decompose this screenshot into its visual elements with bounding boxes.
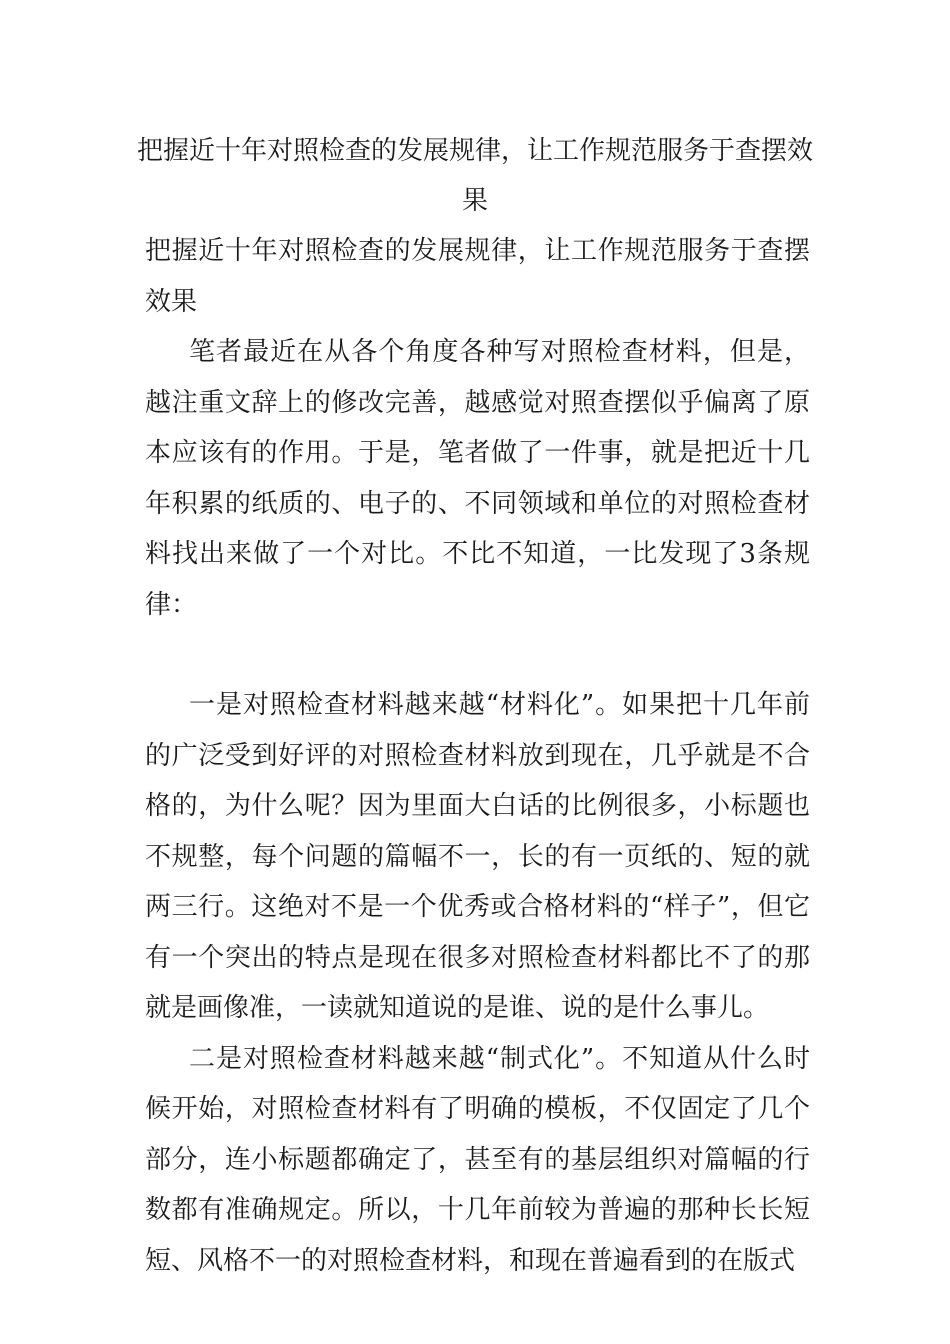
paragraph-rule-one: 一是对照检查材料越来越“材料化”。如果把十几年前的广泛受到好评的对照检查材料放到现在，几乎就是不合格的，为什么呢？因为里面大白话的比例很多，小标题也不规整，每个问题的篇幅不一，长的有一页纸的、短的就两三行。这绝对不是一个优秀或合格材料的“样子”，但它有一个突出的特点是现在很多对照检查材料都比不了的那就是画像准，一读就知道说的是谁、说的是什么事儿。 <box>145 690 810 1023</box>
document-subtitle: 把握近十年对照检查的发展规律，让工作规范服务于查摆效果 <box>145 236 810 317</box>
document-body <box>145 226 810 1286</box>
document-title: 把握近十年对照检查的发展规律，让工作规范服务于查摆效果 <box>136 136 813 216</box>
paragraph-intro: 笔者最近在从各个角度各种写对照检查材料，但是，越注重文辞上的修改完善，越感觉对照查摆似乎偏离了原本应该有的作用。于是，笔者做了一件事，就是把近十几年积累的纸质的、电子的、不同领域和单位的对照检查材料找出来做了一个对比。不比不知道，一比发现了3条规律： <box>145 337 810 620</box>
paragraph-rule-two: 二是对照检查材料越来越“制式化”。不知道从什么时候开始，对照检查材料有了明确的模板，不仅固定了几个部分，连小标题都确定了，甚至有的基层组织对篇幅的行数都有准确规定。所以，十几年前较为普遍的那种长长短短、风格不一的对照检查材料，和现在普遍看到的在版式 <box>145 1043 810 1276</box>
paragraph-gap <box>145 630 810 680</box>
